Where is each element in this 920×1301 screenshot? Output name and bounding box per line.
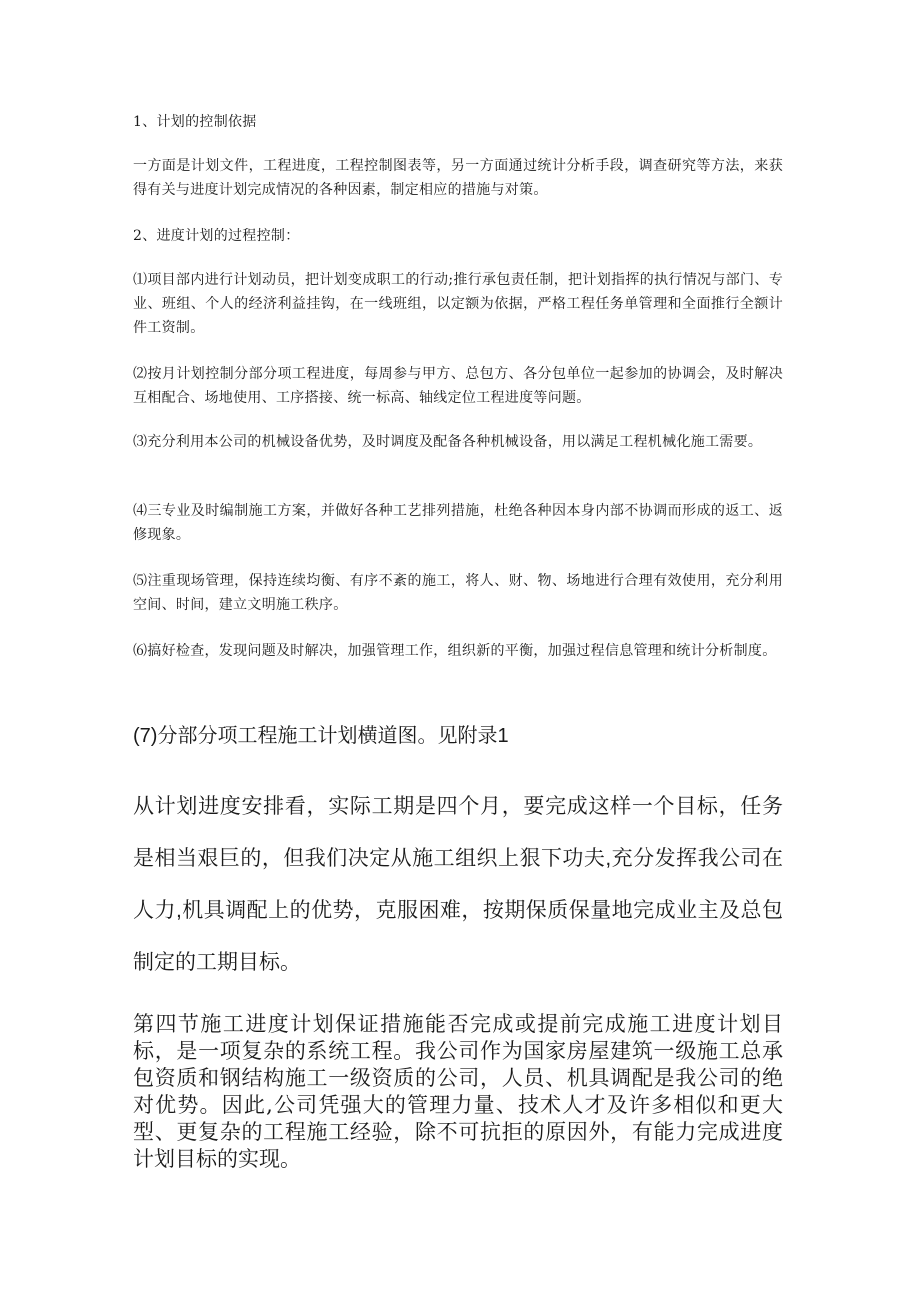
section-heading-process-control: 2、进度计划的过程控制： (133, 228, 300, 244)
list-item-2: ⑵按月计划控制分部分项工程进度，每周参与甲方、总包方、各分包单位一起参加的协调会，及时解决互相配合、场地使用、工序搭接、统一标高、轴线定位工程进度等问题。 (133, 366, 783, 406)
paragraph-schedule: 从计划进度安排看，实际工期是四个月，要完成这样一个目标，任务是相当艰巨的，但我们决定从施工组织上狠下功夫,充分发挥我公司在人力,机具调配上的优势，克服困难，按期保质保量地完成业主及总包制定的工期目标。 (133, 795, 783, 974)
list-item-3: ⑶充分利用本公司的机械设备优势，及时调度及配备各种机械设备，用以满足工程机械化施工需要。 (133, 434, 763, 450)
paragraph-section-4: 第四节施工进度计划保证措施能否完成或提前完成施工进度计划目标，是一项复杂的系统工程。我公司作为国家房屋建筑一级施工总承包资质和钢结构施工一级资质的公司，人员、机具调配是我公司的绝对优势。因此,公司凭强大的管理力量、技术人才及许多相似和更大型、更复杂的工程施工经验，除不可抗拒的原因外，有能力完成进度计划目标的实现。 (133, 1012, 783, 1171)
list-item-5: ⑸注重现场管理，保持连续均衡、有序不紊的施工，将人、财、物、场地进行合理有效使用，充分利用空间、时间，建立文明施工秩序。 (133, 573, 783, 613)
list-item-4: ⑷三专业及时编制施工方案，并做好各种工艺排列措施，杜绝各种因本身内部不协调而形成的返工、返修现象。 (133, 503, 783, 543)
paragraph-control-basis: 一方面是计划文件，工程进度，工程控制图表等，另一方面通过统计分析手段，调查研究等方法，来获得有关与进度计划完成情况的各种因素，制定相应的措施与对策。 (133, 158, 783, 198)
list-item-6: ⑹搞好检查，发现问题及时解决，加强管理工作，组织新的平衡，加强过程信息管理和统计分析制度。 (133, 643, 777, 659)
list-item-7: (7)分部分项工程施工计划横道图。见附录1 (133, 725, 509, 747)
list-item-1: ⑴项目部内进行计划动员，把计划变成职工的行动;推行承包责任制，把计划指挥的执行情况与部门、专业、班组、个人的经济利益挂钩，在一线班组，以定额为依据，严格工程任务单管理和全面推行全额计件工资制。 (133, 272, 783, 336)
section-heading-control-basis: 1、计划的控制依据 (133, 114, 257, 130)
